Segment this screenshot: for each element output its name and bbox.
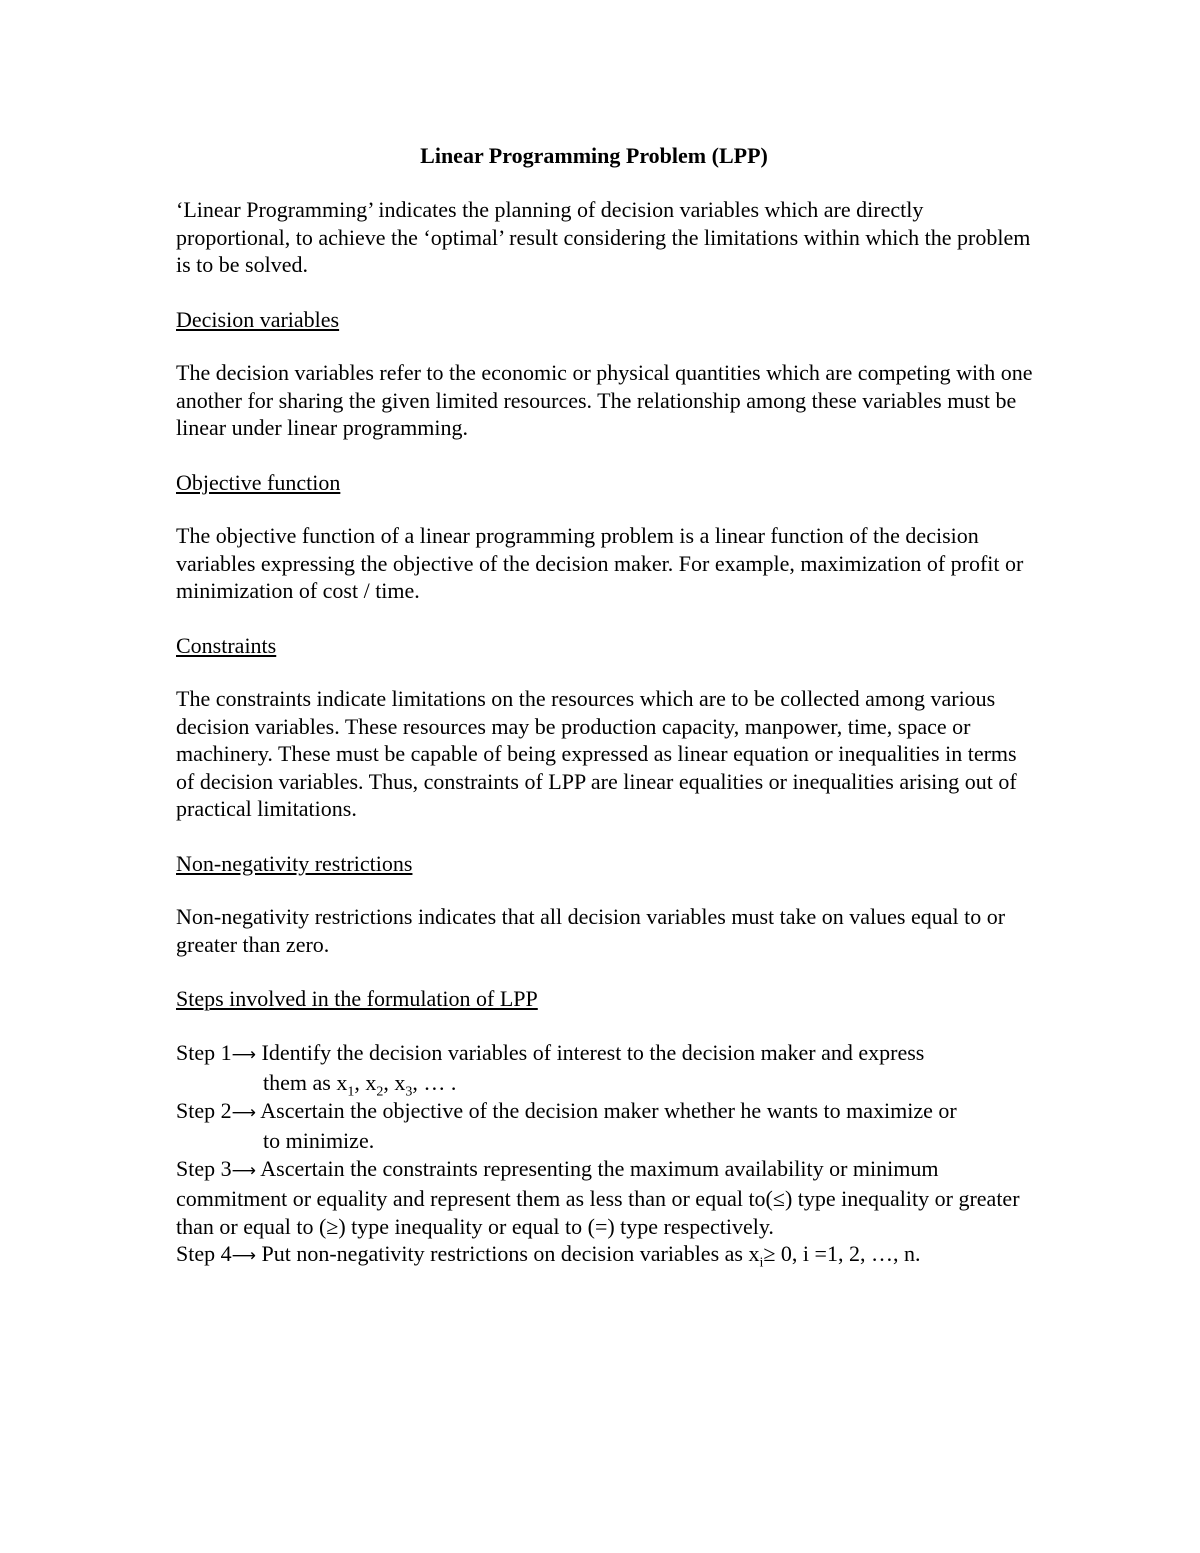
section-heading-decision-variables: Decision variables <box>176 306 340 332</box>
document-title: Linear Programming Problem (LPP) <box>420 143 768 168</box>
step-1-continuation <box>176 1069 1036 1100</box>
section-heading-constraints: Constraints <box>176 632 277 658</box>
arrow-icon: ⟶ <box>231 1246 256 1266</box>
step-1-var-sep: , x <box>354 1070 377 1095</box>
steps-list <box>176 1039 1036 1271</box>
arrow-icon: ⟶ <box>231 1160 256 1181</box>
step-3-text: Ascertain the constraints representing the maximum availability or minimum <box>256 1155 939 1181</box>
subscript: i <box>759 1255 764 1271</box>
step-2-continuation: to minimize. <box>263 1128 375 1153</box>
section-heading-non-negativity: Non-negativity restrictions <box>176 850 413 876</box>
section-body-constraints: The constraints indicate limitations on the resources which are to be collected among various decision variables. These resources may be production capacity, manpower, time, space or machinery. These must be capable of being expressed as linear equation or inequalities in terms of decision variables. Thus, constraints of LPP are linear equalities or inequalities arising out of practical limitations. <box>176 686 1017 821</box>
step-4-text: Put non-negativity restrictions on decision variables as x <box>256 1241 760 1266</box>
step-1-label: Step 1 <box>176 1039 232 1065</box>
document-page <box>176 136 1036 1271</box>
subscript: 3 <box>405 1084 413 1100</box>
subscript: 2 <box>376 1084 384 1100</box>
subscript: 1 <box>347 1084 355 1100</box>
step-4-suffix: ≥ 0, i =1, 2, …, n. <box>763 1241 921 1266</box>
step-1-var-prefix: them as x <box>263 1070 348 1095</box>
section-body-non-negativity: Non-negativity restrictions indicates that all decision variables must take on values equal to or greater than zero. <box>176 904 1006 957</box>
section-body-objective-function: The objective function of a linear programming problem is a linear function of the decision variables expressing the objective of the decision maker. For example, maximization of profit or minimization of cost / time. <box>176 523 1024 603</box>
intro-paragraph: ‘Linear Programming’ indicates the planning of decision variables which are directly proportional, to achieve the ‘optimal’ result considering the limitations within which the problem is to be solved. <box>176 197 1031 277</box>
arrow-icon: ⟶ <box>231 1102 256 1123</box>
step-4 <box>176 1240 1036 1271</box>
step-2-text: Ascertain the objective of the decision maker whether he wants to maximize or <box>256 1097 957 1123</box>
section-heading-objective-function: Objective function <box>176 469 341 495</box>
step-1-var-suffix: , … . <box>412 1070 457 1095</box>
step-3-continuation: commitment or equality and represent them as less than or equal to(≤) type inequality or greater than or equal to (≥) type inequality or equal to (=) type respectively. <box>176 1186 1020 1239</box>
section-body-decision-variables: The decision variables refer to the economic or physical quantities which are competing with one another for sharing the given limited resources. The relationship among these variables must be linear under linear programming. <box>176 360 1033 440</box>
step-3 <box>176 1155 1036 1241</box>
arrow-icon: ⟶ <box>231 1044 256 1065</box>
step-2-label: Step 2 <box>176 1097 232 1123</box>
step-1-var-sep: , x <box>383 1070 406 1095</box>
step-2 <box>176 1097 1036 1155</box>
step-4-label: Step 4 <box>176 1241 232 1266</box>
step-3-label: Step 3 <box>176 1155 232 1181</box>
step-1-text: Identify the decision variables of interest to the decision maker and express <box>256 1039 925 1065</box>
step-1 <box>176 1039 1036 1100</box>
steps-heading: Steps involved in the formulation of LPP <box>176 986 538 1011</box>
